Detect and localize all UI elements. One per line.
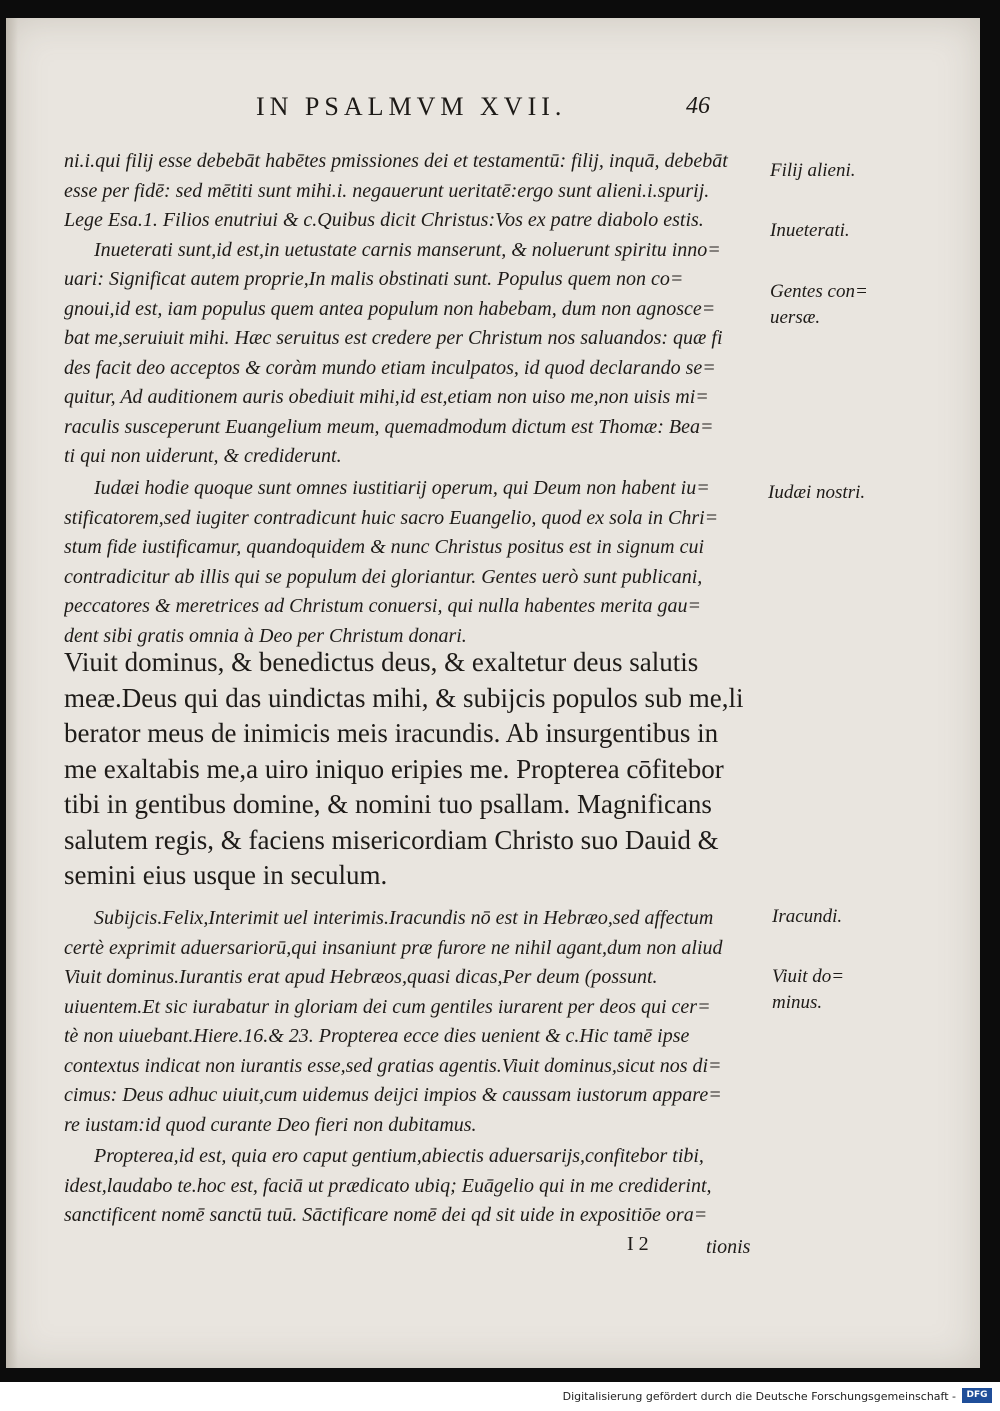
text-line: Subijcis.Felix,Interimit uel interimis.Iracundis nō est in Hebræo,sed affectum xyxy=(94,907,714,929)
verse-line: me exaltabis me,a uiro iniquo eripies me. Propterea cōfitebor xyxy=(64,753,724,784)
verse-line: berator meus de inimicis meis iracundis. Ab insurgentibus in xyxy=(64,718,719,748)
text-line: stificatorem,sed iugiter contradicunt huic sacro Euangelio, quod ex sola in Chri= xyxy=(64,506,719,529)
text-line: ti qui non uiderunt, & crediderunt. xyxy=(64,445,342,467)
verse-line: salutem regis, & faciens misericordiam Christo suo Dauid & xyxy=(64,824,719,855)
margin-note-iudaei: Iudæi nostri. xyxy=(768,482,866,503)
catchword: tionis xyxy=(706,1236,751,1258)
text-line: gnoui,id est, iam populus quem antea populum non habebam, dum non agnosce= xyxy=(64,297,716,320)
text-line: contextus indicat non iurantis esse,sed gratias agentis.Viuit dominus,sicut nos di= xyxy=(64,1054,722,1077)
text-line: Propterea,id est, quia ero caput gentium,abiectis aduersarijs,confitebor tibi, xyxy=(94,1145,704,1167)
text-line: certè exprimit aduersariorū,qui insaniunt præ furore ne nihil agant,dum non aliud xyxy=(64,936,723,959)
text-line: Inueterati sunt,id est,in uetustate carnis manserunt, & noluerunt spiritu inno= xyxy=(94,238,721,261)
margin-note-iracundi: Iracundi. xyxy=(772,906,843,927)
commentary-block-2 xyxy=(64,474,764,651)
commentary-block-3 xyxy=(64,904,764,1140)
margin-note-inueterati: Inueterati. xyxy=(770,220,850,241)
text-line: stum fide iustificamur, quandoquidem & nunc Christus positus est in signum cui xyxy=(64,536,705,558)
commentary-block-1 xyxy=(64,147,764,472)
text-line: ni.i.qui filij esse debebāt habētes pmissiones dei et testamentū: filij, inquā, debebāt xyxy=(64,150,728,172)
text-line: uari: Significat autem proprie,In malis obstinati sunt. Populus quem non co= xyxy=(64,268,684,290)
text-line: bat me,seruiuit mihi. Hæc seruitus est credere per Christum nos saluandos: quæ fi xyxy=(64,327,723,349)
text-line: des facit deo acceptos & coràm mundo etiam inculpatos, id quod declarando se= xyxy=(64,356,716,379)
margin-note-viuit-l1: Viuit do= xyxy=(772,966,845,987)
funding-credit: Digitalisierung gefördert durch die Deutsche Forschungsgemeinschaft - xyxy=(562,1390,956,1403)
text-line: quitur, Ad auditionem auris obediuit mihi,id est,etiam non uiso me,non uisis mi= xyxy=(64,386,709,408)
text-line: contradicitur ab illis qui se populum dei gloriantur. Gentes uerò sunt publicani, xyxy=(64,565,703,588)
psalm-verse xyxy=(64,645,764,894)
text-line: cimus: Deus adhuc uiuit,cum uidemus deijci impios & caussam iustorum appare= xyxy=(64,1084,722,1106)
text-line: dent sibi gratis omnia à Deo per Christum donari. xyxy=(64,624,467,647)
page-gutter-shadow xyxy=(6,18,18,1368)
text-line: re iustam:id quod curante Deo fieri non dubitamus. xyxy=(64,1113,477,1136)
text-line: raculis susceperunt Euangelium meum, quemadmodum dictum est Thomæ: Bea= xyxy=(64,415,714,438)
verse-line: meæ.Deus qui das uindictas mihi, & subijcis populos sub me,li xyxy=(64,682,744,713)
text-line: idest,laudabo te.hoc est, faciā ut prædicato ubiq; Euāgelio qui in me crediderint, xyxy=(64,1174,712,1197)
text-line: tè non uiuebant.Hiere.16.& 23. Propterea ecce dies uenient & c.Hic tamē ipse xyxy=(64,1025,690,1047)
text-line: Viuit dominus.Iurantis erat apud Hebræos,quasi dicas,Per deum (possunt. xyxy=(64,966,658,988)
running-head: IN PSALMVM XVII. xyxy=(256,92,567,121)
text-line: sanctificent nomē sanctū tuū. Sāctificare nomē dei qd sit uide in expositiōe ora= xyxy=(64,1204,708,1226)
verse-line: tibi in gentibus domine, & nomini tuo psallam. Magnificans xyxy=(64,789,712,819)
digitization-footer xyxy=(0,1382,1000,1411)
page-number: 46 xyxy=(686,93,710,119)
margin-note-gentes-l2: uersæ. xyxy=(770,307,821,328)
text-line: Iudæi hodie quoque sunt omnes iustitiarij operum, qui Deum non habent iu= xyxy=(94,477,710,499)
dfg-logo: DFG xyxy=(962,1388,992,1403)
verse-line: semini eius usque in seculum. xyxy=(64,860,388,890)
text-line: peccatores & meretrices ad Christum conuersi, qui nulla habentes merita gau= xyxy=(64,595,701,617)
signature-mark: I 2 xyxy=(627,1233,649,1255)
commentary-block-4 xyxy=(64,1142,764,1231)
margin-note-filij-alieni: Filij alieni. xyxy=(770,160,856,181)
verse-line: Viuit dominus, & benedictus deus, & exaltetur deus salutis xyxy=(64,647,699,677)
margin-note-gentes-l1: Gentes con= xyxy=(770,281,868,302)
text-line: esse per fidē: sed mētiti sunt mihi.i. negauerunt ueritatē:ergo sunt alieni.i.spurij. xyxy=(64,179,710,202)
margin-note-viuit-l2: minus. xyxy=(772,992,823,1013)
text-line: Lege Esa.1. Filios enutriui & c.Quibus dicit Christus:Vos ex patre diabolo estis. xyxy=(64,209,704,231)
text-line: uiuentem.Et sic iurabatur in gloriam dei cum gentiles iurarent per deos qui cer= xyxy=(64,995,711,1018)
